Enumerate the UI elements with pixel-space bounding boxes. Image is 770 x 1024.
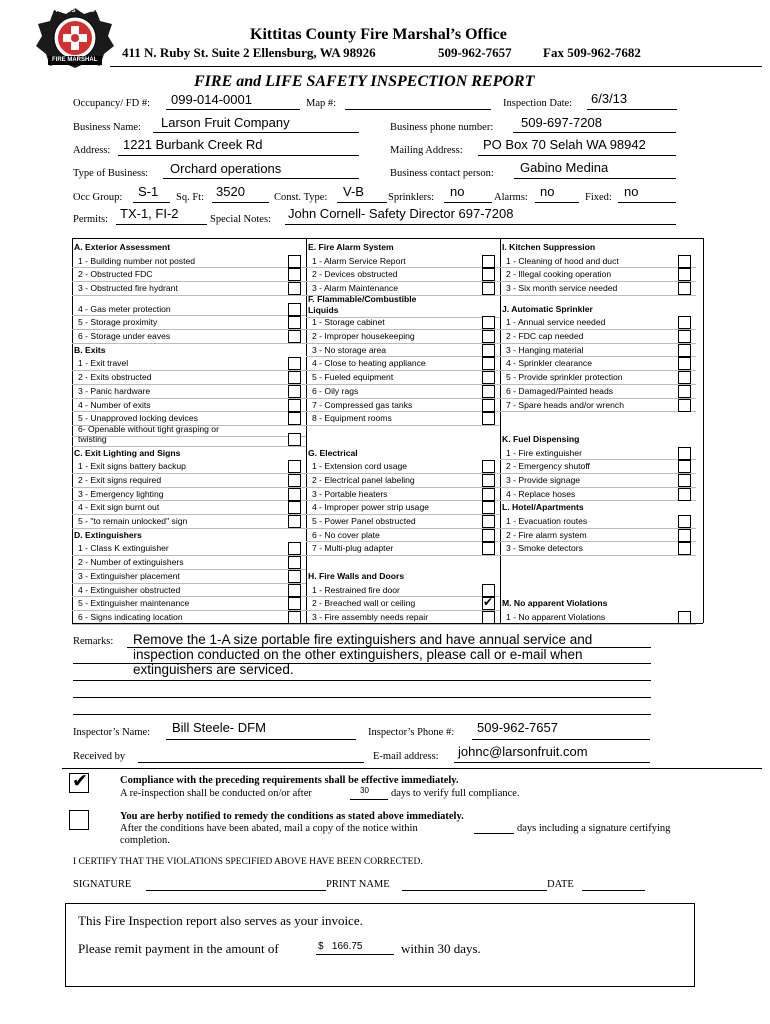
checklist-section-header: D. Extinguishers [74, 529, 142, 540]
header-divider [110, 66, 762, 67]
checklist-section-header: F. Flammable/Combustible [308, 294, 417, 305]
sprinklers-field[interactable]: no [450, 184, 465, 199]
checklist-checkbox[interactable] [678, 357, 691, 370]
checklist-checkbox[interactable] [482, 330, 495, 343]
checklist-checkbox[interactable] [288, 501, 301, 514]
checklist-section-header: Liquids [308, 305, 339, 316]
checklist-item-label: 4 - Close to heating appliance [312, 358, 426, 369]
checklist-checkbox[interactable] [288, 303, 301, 316]
checklist-checkbox[interactable] [288, 330, 301, 343]
checklist-checkbox[interactable] [482, 474, 495, 487]
alarms-field[interactable]: no [540, 184, 555, 199]
report-title: FIRE and LIFE SAFETY INSPECTION REPORT [194, 73, 535, 90]
sqft-field[interactable]: 3520 [216, 184, 245, 199]
checklist-checkbox[interactable] [482, 385, 495, 398]
sprinklers-label: Sprinklers: [388, 192, 435, 203]
special-notes-field[interactable]: John Cornell- Safety Director 697-7208 [288, 206, 514, 221]
map-label: Map #: [306, 98, 337, 109]
remarks-label: Remarks: [73, 636, 114, 647]
checklist-checkbox[interactable] [678, 460, 691, 473]
checklist-item-label: 5 - Fueled equipment [312, 372, 394, 383]
remedy-notice-text-a: After the conditions have been abated, mail a copy of the notice within [120, 823, 418, 834]
checklist-item-label: 1 - Class K extinguisher [78, 543, 169, 554]
checklist-checkbox[interactable] [288, 399, 301, 412]
const-type-label: Const. Type: [274, 192, 328, 203]
checklist-item-label: 6 - No cover plate [312, 529, 380, 540]
inspector-phone-label: Inspector’s Phone #: [368, 727, 455, 738]
remedy-notice-text-c: completion. [120, 835, 170, 846]
fixed-label: Fixed: [585, 192, 612, 203]
checklist-item-label: 6- Openable without tight grasping or [78, 424, 219, 435]
reinspection-text-a: A re-inspection shall be conducted on/or after [120, 788, 312, 799]
checklist-checkbox[interactable] [288, 268, 301, 281]
checklist-item-label: 3 - Alarm Maintenance [312, 283, 398, 294]
type-of-business-label: Type of Business: [73, 168, 149, 179]
inspection-date-field[interactable]: 6/3/13 [591, 91, 628, 106]
checklist-item-label: 6 - Damaged/Painted heads [506, 385, 614, 396]
logo-text-bottom: FIRE MARSHAL [52, 57, 98, 63]
checklist-checkbox[interactable] [678, 371, 691, 384]
checklist-checkbox[interactable] [678, 385, 691, 398]
checklist-item-label: 2 - Electrical panel labeling [312, 474, 415, 485]
invoice-amount-field[interactable]: $ 166.75 [318, 941, 363, 952]
checklist-section-header: C. Exit Lighting and Signs [74, 447, 181, 458]
occ-group-label: Occ Group: [73, 192, 123, 203]
checklist-item-label: 4 - Extinguisher obstructed [78, 584, 181, 595]
checklist-item-label: 2 - Exits obstructed [78, 372, 152, 383]
remarks-line-3[interactable]: extinguishers are serviced. [133, 662, 294, 677]
checklist-item-label: 2 - Fire alarm system [506, 529, 587, 540]
compliance-immediate-title: Compliance with the preceding requirements shall be effective immediately. [120, 775, 459, 786]
checklist-item-label: 5 - Provide sprinkler protection [506, 372, 623, 383]
checklist-item-label: twisting [78, 433, 107, 444]
checklist-item-label: 3 - Hanging material [506, 344, 584, 355]
checklist-item-label: 1 - Exit travel [78, 358, 129, 369]
checklist-checkbox[interactable] [482, 488, 495, 501]
checklist-section-header: A. Exterior Assessment [74, 242, 171, 252]
checklist-checkbox[interactable] [678, 399, 691, 412]
checklist-item-label: 5 - Extinguisher maintenance [78, 598, 190, 609]
checklist-checkbox[interactable] [288, 597, 301, 610]
print-name-label: PRINT NAME [326, 879, 390, 890]
check-mark-icon: ✔ [483, 595, 494, 610]
fire-marshal-logo [34, 6, 116, 68]
checklist-section-header: L. Hotel/Apartments [502, 502, 584, 513]
checklist-checkbox[interactable] [678, 611, 691, 624]
checklist-checkbox[interactable] [288, 474, 301, 487]
checklist-item-label: 6 - Storage under eaves [78, 331, 171, 342]
checklist-checkbox[interactable] [288, 515, 301, 528]
checklist-checkbox[interactable] [482, 316, 495, 329]
checklist-checkbox[interactable] [288, 371, 301, 384]
checklist-checkbox[interactable] [678, 447, 691, 460]
remarks-line-2[interactable]: inspection conducted on the other extinguishers, please call or e-mail when [133, 647, 583, 662]
checklist-section-header: H. Fire Walls and Doors [308, 570, 405, 581]
office-title: Kittitas County Fire Marshal’s Office [250, 26, 507, 43]
occupancy-field[interactable]: 099-014-0001 [171, 92, 252, 107]
checklist-item-label: 6 - Oily rags [312, 385, 359, 396]
checklist-checkbox[interactable] [288, 255, 301, 268]
checklist-item-label: 6 - Signs indicating location [78, 611, 183, 622]
checklist-section-header: B. Exits [74, 344, 106, 355]
checklist-checkbox[interactable] [678, 529, 691, 542]
date-field[interactable] [582, 890, 645, 891]
checklist-checkbox[interactable] [288, 611, 301, 624]
checklist-item-label: 3 - Portable heaters [312, 488, 388, 499]
checklist-checkbox[interactable] [288, 542, 301, 555]
checklist-item-label: 4 - Number of exits [78, 399, 151, 410]
checklist-checkbox[interactable] [482, 282, 495, 295]
checklist-item-label: 4 - Exit sign burnt out [78, 502, 160, 513]
checklist-item-label: 4 - Sprinkler clearance [506, 358, 592, 369]
office-address: 411 N. Ruby St. Suite 2 Ellensburg, WA 98926 [122, 45, 376, 60]
checklist-checkbox[interactable] [482, 357, 495, 370]
checklist-checkbox[interactable] [482, 515, 495, 528]
checklist-checkbox[interactable] [678, 282, 691, 295]
checklist-item-label: 4 - Gas meter protection [78, 303, 171, 314]
inspector-name-field[interactable]: Bill Steele- DFM [172, 720, 266, 735]
mailing-address-field[interactable]: PO Box 70 Selah WA 98942 [483, 137, 646, 152]
checklist-checkbox[interactable] [288, 316, 301, 329]
checklist-item-label: 3 - No storage area [312, 344, 387, 355]
checklist-item-label: 3 - Panic hardware [78, 385, 151, 396]
received-by-field[interactable] [142, 745, 362, 759]
checklist-checkbox[interactable] [678, 268, 691, 281]
mailing-address-label: Mailing Address: [390, 145, 463, 156]
invoice-line-1: This Fire Inspection report also serves as your invoice. [78, 913, 363, 928]
checklist-checkbox[interactable] [288, 385, 301, 398]
inspection-date-label: Inspection Date: [503, 98, 573, 109]
inspector-phone-field[interactable]: 509-962-7657 [477, 720, 558, 735]
checklist-checkbox[interactable] [678, 316, 691, 329]
checklist-checkbox[interactable] [482, 255, 495, 268]
occupancy-label: Occupancy/ FD #: [73, 98, 150, 109]
checklist-item-label: 1 - Exit signs battery backup [78, 461, 186, 472]
checklist-item-label: 7 - Spare heads and/or wrench [506, 399, 624, 410]
checklist-item-label: 4 - Replace hoses [506, 488, 576, 499]
checklist-item-label: 3 - Extinguisher placement [78, 570, 180, 581]
checklist-checkbox[interactable] [482, 611, 495, 624]
checklist-item-label: 3 - Obstructed fire hydrant [78, 283, 178, 294]
checklist-item-label: 2 - Obstructed FDC [78, 269, 153, 280]
checklist-item-label: 2 - Improper housekeeping [312, 331, 415, 342]
violation-checklist [72, 238, 704, 624]
checklist-checkbox[interactable] [678, 255, 691, 268]
checklist-checkbox[interactable] [678, 515, 691, 528]
address-label: Address: [73, 145, 111, 156]
checklist-section-header: E. Fire Alarm System [308, 242, 394, 252]
reinspection-days-field[interactable]: 30 [360, 786, 369, 795]
type-of-business-field[interactable]: Orchard operations [170, 161, 282, 176]
invoice-line-2b: within 30 days. [401, 941, 481, 956]
checklist-item-label: 1 - Evacuation routes [506, 516, 588, 526]
checklist-section-header: G. Electrical [308, 447, 358, 458]
checklist-checkbox[interactable] [482, 542, 495, 555]
checklist-item-label: 5 - Power Panel obstructed [312, 516, 416, 526]
contact-person-label: Business contact person: [390, 168, 494, 179]
checklist-checkbox[interactable] [288, 584, 301, 597]
checklist-item-label: 3 - Emergency lighting [78, 488, 164, 499]
checklist-item-label: 1 - Restrained fire door [312, 584, 400, 595]
checklist-section-header: M. No apparent Violations [502, 598, 608, 609]
section-divider [62, 768, 762, 769]
checklist-checkbox[interactable] [482, 529, 495, 542]
checklist-checkbox[interactable] [288, 433, 301, 446]
checklist-item-label: 5 - Unapproved locking devices [78, 413, 198, 424]
logo-text-top: KITTITAS COUNTY [42, 8, 111, 14]
checklist-item-label: 1 - Building number not posted [78, 255, 196, 266]
certify-statement: I CERTIFY THAT THE VIOLATIONS SPECIFIED ABOVE HAVE BEEN CORRECTED. [73, 857, 423, 867]
checklist-checkbox[interactable] [288, 488, 301, 501]
signature-field[interactable] [146, 890, 326, 891]
remedy-notice-text-b: days including a signature certifying [517, 823, 671, 834]
checklist-checkbox[interactable] [678, 474, 691, 487]
checklist-checkbox[interactable] [678, 488, 691, 501]
checklist-item-label: 7 - Multi-plug adapter [312, 543, 394, 554]
checklist-checkbox[interactable] [288, 570, 301, 583]
permits-label: Permits: [73, 214, 109, 225]
checklist-checkbox[interactable] [288, 412, 301, 425]
reinspection-text-b: days to verify full compliance. [391, 788, 520, 799]
checklist-checkbox[interactable] [678, 344, 691, 357]
checklist-item-label: 2 - Devices obstructed [312, 269, 398, 280]
special-notes-label: Special Notes: [210, 214, 271, 225]
occ-group-field[interactable]: S-1 [138, 184, 159, 199]
remedy-notice-title: You are herby notified to remedy the conditions as stated above immediately. [120, 811, 464, 822]
checklist-item-label: 5 - Storage proximity [78, 317, 158, 328]
checklist-item-label: 3 - Smoke detectors [506, 543, 583, 554]
checklist-item-label: 2 - Number of extinguishers [78, 557, 184, 568]
signature-label: SIGNATURE [73, 879, 132, 890]
sqft-label: Sq. Ft: [176, 192, 205, 203]
business-phone-label: Business phone number: [390, 122, 494, 133]
checklist-item-label: 2 - Illegal cooking operation [506, 269, 612, 280]
office-phone: 509-962-7657 [438, 45, 512, 60]
checklist-item-label: 1 - Fire extinguisher [506, 447, 582, 458]
checklist-checkbox[interactable] [482, 371, 495, 384]
remedy-notice-checkbox[interactable] [69, 810, 89, 830]
checklist-checkbox[interactable] [288, 357, 301, 370]
checklist-item-label: 3 - Provide signage [506, 474, 581, 485]
remarks-line-1[interactable]: Remove the 1-A size portable fire extinguishers and have annual service and [133, 632, 593, 647]
const-type-field[interactable]: V-B [343, 184, 364, 199]
permits-field[interactable]: TX-1, FI-2 [120, 206, 179, 221]
inspector-name-label: Inspector’s Name: [73, 727, 151, 738]
checklist-checkbox[interactable] [482, 501, 495, 514]
checklist-checkbox[interactable] [482, 344, 495, 357]
date-label: DATE [547, 879, 574, 890]
checklist-section-header: J. Automatic Sprinkler [502, 303, 593, 314]
checklist-item-label: 7 - Compressed gas tanks [312, 399, 413, 410]
checklist-checkbox[interactable] [482, 460, 495, 473]
print-name-field[interactable] [402, 890, 547, 891]
checklist-item-label: 2 - Exit signs required [78, 474, 162, 485]
checklist-checkbox[interactable] [678, 330, 691, 343]
checklist-checkbox[interactable] [288, 282, 301, 295]
checklist-item-label: 1 - Storage cabinet [312, 317, 385, 328]
checklist-checkbox[interactable] [482, 268, 495, 281]
checklist-item-label: 3 - Fire assembly needs repair [312, 611, 429, 622]
contact-person-field[interactable]: Gabino Medina [520, 160, 609, 175]
fixed-field[interactable]: no [624, 184, 639, 199]
alarms-label: Alarms: [494, 192, 528, 203]
check-mark-icon: ✔ [72, 770, 88, 792]
checklist-item-label: 2 - Emergency shutoff [506, 461, 590, 472]
address-field[interactable]: 1221 Burbank Creek Rd [123, 137, 263, 152]
business-name-label: Business Name: [73, 122, 141, 133]
checklist-item-label: 8 - Equipment rooms [312, 413, 392, 424]
checklist-item-label: 2 - FDC cap needed [506, 331, 584, 342]
business-phone-field[interactable]: 509-697-7208 [521, 115, 602, 130]
checklist-checkbox[interactable] [288, 460, 301, 473]
checklist-item-label: 3 - Six month service needed [506, 283, 618, 294]
checklist-item-label: 1 - Cleaning of hood and duct [506, 255, 619, 266]
checklist-item-label: 1 - Extension cord usage [312, 461, 408, 472]
business-name-field[interactable]: Larson Fruit Company [161, 115, 290, 130]
email-field[interactable]: johnc@larsonfruit.com [458, 744, 588, 759]
checklist-checkbox[interactable] [288, 556, 301, 569]
checklist-checkbox[interactable] [482, 412, 495, 425]
checklist-checkbox[interactable] [678, 542, 691, 555]
checklist-section-header: K. Fuel Dispensing [502, 433, 580, 444]
checklist-item-label: 1 - Annual service needed [506, 317, 606, 328]
checklist-item-label: 4 - Improper power strip usage [312, 502, 430, 513]
received-by-label: Received by [73, 751, 126, 762]
checklist-section-header: I. Kitchen Suppression [502, 242, 596, 252]
office-fax: Fax 509-962-7682 [543, 45, 641, 60]
checklist-item-label: 5 - "to remain unlocked" sign [78, 516, 188, 526]
email-label: E-mail address: [373, 751, 439, 762]
checklist-checkbox[interactable] [482, 399, 495, 412]
checklist-item-label: 1 - No apparent Violations [506, 611, 606, 622]
checklist-item-label: 2 - Breached wall or ceiling [312, 598, 416, 609]
checklist-item-label: 1 - Alarm Service Report [312, 255, 406, 266]
invoice-line-2a: Please remit payment in the amount of [78, 941, 279, 956]
